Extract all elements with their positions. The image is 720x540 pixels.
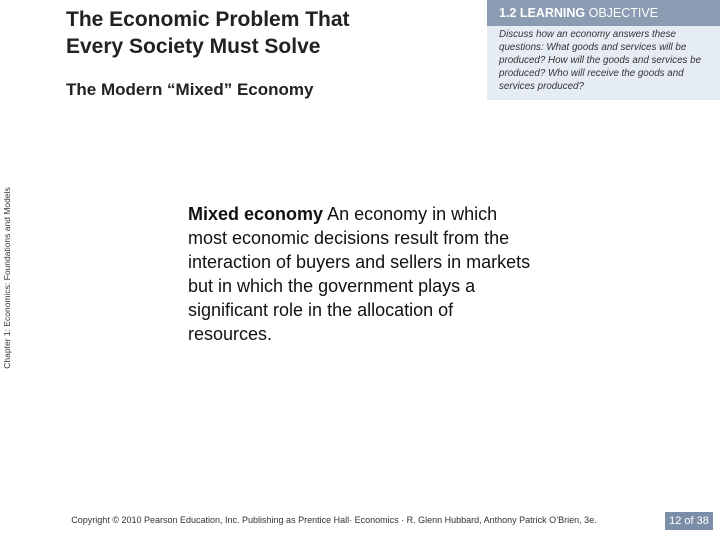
slide-title: The Economic Problem That Every Society Must Solve	[66, 8, 350, 58]
definition-term: Mixed economy	[188, 204, 324, 224]
slide-subtitle: The Modern “Mixed” Economy	[66, 80, 314, 99]
definition-text: An economy in which most economic decisions result from the interaction of buyers and sellers in markets but in which the government plays a significant role in the allocation of resources.	[188, 204, 531, 344]
page-number-badge: 12 of 38	[665, 512, 713, 530]
learning-objective-text: Discuss how an economy answers these questions: What goods and services will be produced? How will the goods and services be produced? Who will receive the goods and services produced?	[487, 26, 720, 100]
chapter-side-label: Chapter 1: Economics: Foundations and Models	[2, 187, 12, 369]
definition-block	[188, 202, 533, 346]
learning-objective-label: OBJECTIVE	[588, 6, 659, 20]
learning-objective-number: 1.2 LEARNING	[499, 6, 586, 20]
learning-objective-header	[487, 0, 720, 26]
copyright-footer: Copyright © 2010 Pearson Education, Inc. Publishing as Prentice Hall· Economics · R. Glenn Hubbard, Anthony Patrick O’Brien, 3e.	[71, 515, 597, 525]
